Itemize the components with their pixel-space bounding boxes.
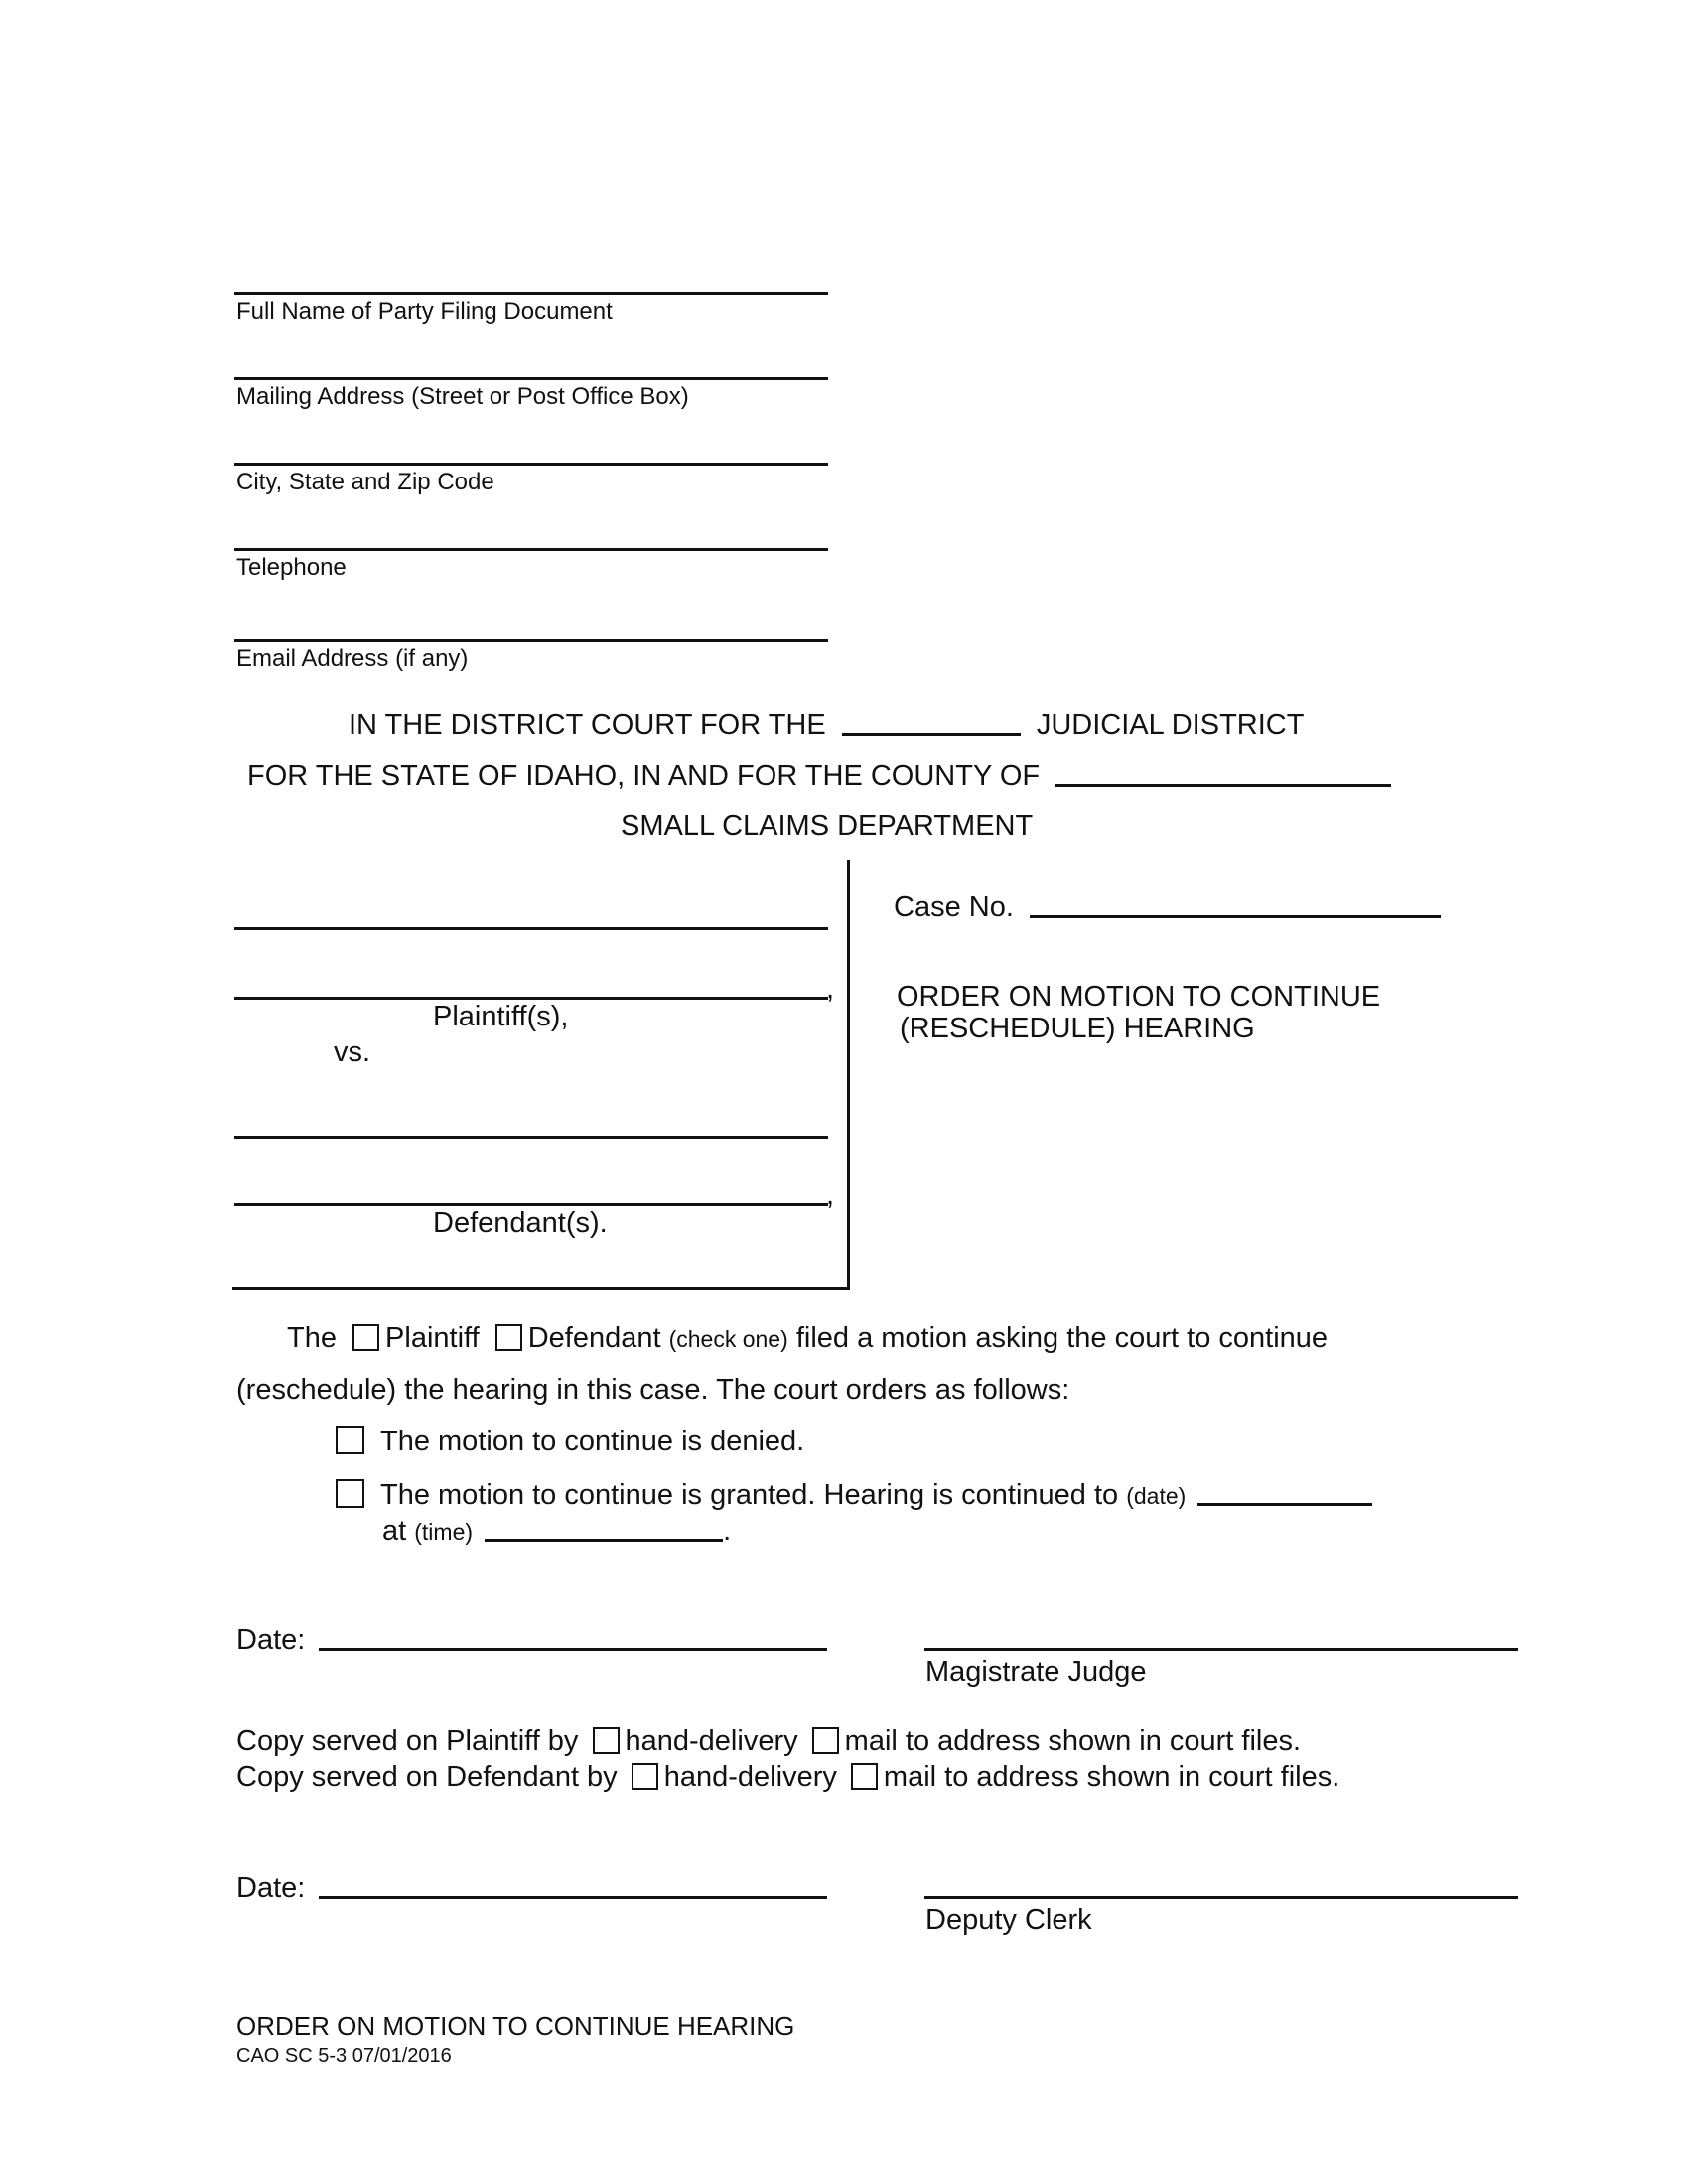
- footer-form-code: CAO SC 5-3 07/01/2016: [236, 2045, 452, 2067]
- defendant-mail-label: mail to address shown in court files.: [883, 1761, 1340, 1793]
- defendant-label: Defendant(s).: [433, 1207, 608, 1239]
- city-state-zip-line[interactable]: [234, 463, 828, 466]
- denied-option-label: The motion to continue is denied.: [380, 1426, 805, 1457]
- date-note: (date): [1126, 1483, 1187, 1509]
- defendant-line-2[interactable]: [234, 1203, 828, 1206]
- court-line-3: SMALL CLAIMS DEPARTMENT: [621, 810, 1034, 842]
- full-name-line[interactable]: [234, 292, 828, 295]
- denied-checkbox[interactable]: [336, 1426, 364, 1454]
- plaintiff-line-2[interactable]: [234, 997, 828, 1000]
- service-plaintiff-prefix: Copy served on Plaintiff by: [236, 1725, 579, 1757]
- the-text: The: [287, 1322, 337, 1354]
- granted-checkbox[interactable]: [336, 1479, 364, 1508]
- email-line[interactable]: [234, 639, 828, 642]
- time-note: (time): [414, 1519, 474, 1545]
- plaintiff-label: Plaintiff(s),: [433, 1001, 569, 1032]
- denied-option: [336, 1426, 804, 1458]
- defendant-checkbox[interactable]: [495, 1324, 522, 1351]
- continued-time-blank[interactable]: [485, 1513, 723, 1542]
- court-line-2: [247, 758, 1391, 793]
- clerk-date-blank[interactable]: [319, 1870, 827, 1899]
- mailing-address-line[interactable]: [234, 377, 828, 380]
- service-defendant-row: [236, 1761, 1339, 1794]
- filed-motion-text: filed a motion asking the court to continue: [795, 1322, 1329, 1354]
- court-line-1-a: IN THE DISTRICT COURT FOR THE: [349, 709, 826, 741]
- judge-date-label: Date:: [236, 1624, 306, 1656]
- document-title-line-2: (RESCHEDULE) HEARING: [900, 1013, 1255, 1044]
- judge-date-blank[interactable]: [319, 1622, 827, 1651]
- plaintiff-hand-delivery-checkbox[interactable]: [593, 1727, 620, 1754]
- defendant-option-label: Defendant: [527, 1322, 661, 1354]
- caption-divider: [847, 860, 850, 1289]
- clerk-date-label: Date:: [236, 1872, 306, 1904]
- continued-date-blank[interactable]: [1197, 1477, 1372, 1506]
- defendant-line-1[interactable]: [234, 1136, 828, 1139]
- plaintiff-comma: ,: [826, 973, 835, 1005]
- caption-bottom-line: [232, 1287, 850, 1290]
- case-no-label: Case No.: [894, 891, 1014, 923]
- deputy-clerk-label: Deputy Clerk: [925, 1904, 1092, 1936]
- email-label: Email Address (if any): [236, 645, 469, 672]
- telephone-line[interactable]: [234, 548, 828, 551]
- plaintiff-hand-delivery-label: hand-delivery: [625, 1725, 798, 1757]
- magistrate-judge-label: Magistrate Judge: [925, 1656, 1147, 1688]
- city-state-zip-label: City, State and Zip Code: [236, 469, 494, 495]
- judge-signature-line[interactable]: [924, 1648, 1518, 1651]
- vs-label: vs.: [334, 1036, 371, 1068]
- service-plaintiff-row: [236, 1725, 1301, 1758]
- check-one-note: (check one): [668, 1326, 788, 1352]
- plaintiff-option-label: Plaintiff: [385, 1322, 480, 1354]
- defendant-hand-delivery-label: hand-delivery: [663, 1761, 837, 1793]
- footer-title: ORDER ON MOTION TO CONTINUE HEARING: [236, 2011, 795, 2041]
- judge-date-row: [236, 1622, 827, 1657]
- plaintiff-checkbox[interactable]: [352, 1324, 379, 1351]
- time-period: .: [723, 1515, 732, 1547]
- defendant-hand-delivery-checkbox[interactable]: [632, 1763, 658, 1790]
- granted-time-line: [382, 1513, 731, 1548]
- plaintiff-mail-checkbox[interactable]: [812, 1727, 839, 1754]
- reschedule-line: (reschedule) the hearing in this case. The court orders as follows:: [236, 1374, 1070, 1406]
- granted-option-label: The motion to continue is granted. Hearing is continued to: [380, 1479, 1119, 1511]
- defendant-comma: ,: [826, 1179, 835, 1211]
- court-line-1-b: JUDICIAL DISTRICT: [1036, 709, 1305, 741]
- county-blank[interactable]: [1055, 758, 1391, 787]
- motion-filed-line: [287, 1322, 1328, 1355]
- granted-option: [336, 1477, 1372, 1512]
- service-defendant-prefix: Copy served on Defendant by: [236, 1761, 618, 1793]
- court-line-1: [349, 707, 1304, 742]
- full-name-label: Full Name of Party Filing Document: [236, 298, 613, 325]
- clerk-signature-line[interactable]: [924, 1896, 1518, 1899]
- plaintiff-line-1[interactable]: [234, 927, 828, 930]
- defendant-mail-checkbox[interactable]: [851, 1763, 878, 1790]
- case-no-blank[interactable]: [1030, 889, 1441, 918]
- telephone-label: Telephone: [236, 554, 347, 581]
- mailing-address-label: Mailing Address (Street or Post Office Box): [236, 383, 689, 410]
- at-text: at: [382, 1515, 407, 1547]
- court-line-2-text: FOR THE STATE OF IDAHO, IN AND FOR THE COUNTY OF: [247, 760, 1041, 792]
- case-number: [894, 889, 1441, 924]
- judicial-district-blank[interactable]: [842, 707, 1021, 736]
- clerk-date-row: [236, 1870, 827, 1905]
- plaintiff-mail-label: mail to address shown in court files.: [844, 1725, 1302, 1757]
- document-title-line-1: ORDER ON MOTION TO CONTINUE: [897, 981, 1381, 1013]
